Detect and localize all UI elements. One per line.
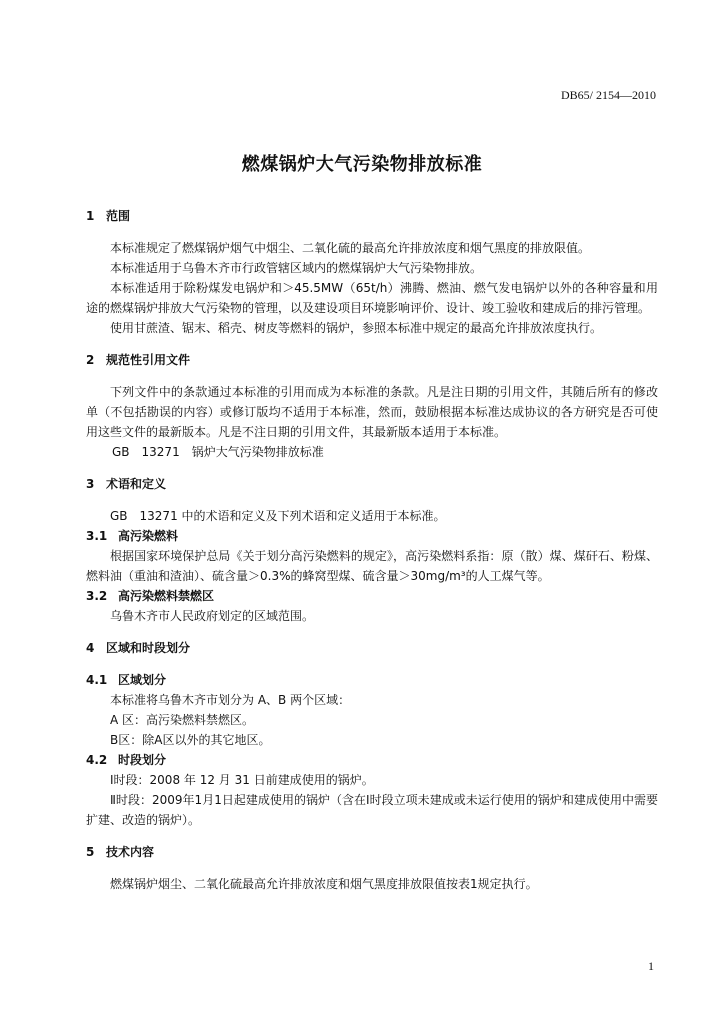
standard-code: DB65/ 2154—2010	[560, 88, 656, 102]
section-number: 4	[86, 641, 95, 655]
section-title: 技术内容	[106, 845, 155, 859]
section-4-1-heading	[86, 670, 658, 690]
section-3-2-heading	[86, 586, 658, 606]
section-title: 术语和定义	[106, 477, 167, 491]
paragraph: 本标准规定了燃煤锅炉烟气中烟尘、二氧化硫的最高允许排放浓度和烟气黑度的排放限值。	[110, 241, 591, 255]
section-3-1-heading	[86, 526, 658, 546]
section-number: 1	[86, 209, 95, 223]
paragraph: 使用甘蔗渣、锯末、稻壳、树皮等燃料的锅炉，参照本标准中规定的最高允许排放浓度执行。	[110, 321, 603, 335]
section-3-heading	[86, 474, 658, 494]
paragraph: 本标准将乌鲁木齐市划分为 A、B 两个区域：	[110, 693, 351, 707]
paragraph: A 区：高污染燃料禁燃区。	[110, 713, 255, 727]
section-4-2-heading	[86, 750, 658, 770]
page-number: 1	[648, 959, 654, 973]
section-number: 4.2	[86, 753, 108, 767]
section-4-heading	[86, 638, 658, 658]
section-1-heading	[86, 206, 658, 226]
document-body	[86, 206, 658, 894]
section-title: 规范性引用文件	[106, 353, 191, 367]
section-number: 5	[86, 845, 95, 859]
section-title: 高污染燃料	[118, 529, 179, 543]
paragraph: B区：除A区以外的其它地区。	[110, 733, 271, 747]
paragraph: Ⅱ时段：2009年1月1日起建成使用的锅炉（含在Ⅰ时段立项未建成或未运行使用的锅炉和建成使用中需要扩建、改造的锅炉）。	[86, 793, 658, 827]
section-title: 区域划分	[118, 673, 167, 687]
paragraph: GB 13271 中的术语和定义及下列术语和定义适用于本标准。	[110, 509, 446, 523]
paragraph: 乌鲁木齐市人民政府划定的区域范围。	[110, 609, 315, 623]
paragraph: 下列文件中的条款通过本标准的引用而成为本标准的条款。凡是注日期的引用文件，其随后所有的修改单（不包括勘误的内容）或修订版均不适用于本标准，然而，鼓励根据本标准达成协议的各方研究是否可使用这些文件的最新版本。凡是不注日期的引用文件，其最新版本适用于本标准。	[86, 385, 658, 439]
section-number: 3.2	[86, 589, 108, 603]
section-2-heading	[86, 350, 658, 370]
paragraph: Ⅰ时段：2008 年 12 月 31 日前建成使用的锅炉。	[110, 773, 374, 787]
section-title: 高污染燃料禁燃区	[118, 589, 215, 603]
section-number: 3	[86, 477, 95, 491]
normative-reference: GB 13271 锅炉大气污染物排放标准	[112, 445, 324, 459]
section-title: 范围	[106, 209, 131, 223]
section-number: 3.1	[86, 529, 108, 543]
section-number: 2	[86, 353, 95, 367]
paragraph: 燃煤锅炉烟尘、二氧化硫最高允许排放浓度和烟气黑度排放限值按表1规定执行。	[110, 877, 538, 891]
paragraph: 本标准适用于除粉煤发电锅炉和＞45.5MW（65t/h）沸腾、燃油、燃气发电锅炉以外的各种容量和用途的燃煤锅炉排放大气污染物的管理，以及建设项目环境影响评价、设计、竣工验收和建成后的排污管理。	[86, 281, 658, 315]
section-5-heading	[86, 842, 658, 862]
document-title: 燃煤锅炉大气污染物排放标准	[241, 154, 483, 175]
section-title: 区域和时段划分	[106, 641, 191, 655]
section-title: 时段划分	[118, 753, 167, 767]
paragraph: 本标准适用于乌鲁木齐市行政管辖区域内的燃煤锅炉大气污染物排放。	[110, 261, 483, 275]
section-number: 4.1	[86, 673, 108, 687]
paragraph: 根据国家环境保护总局《关于划分高污染燃料的规定》，高污染燃料系指：原（散）煤、煤矸石、粉煤、燃料油（重油和渣油）、硫含量＞0.3%的蜂窝型煤、硫含量＞30mg/m³的人工煤气等。	[86, 549, 658, 583]
